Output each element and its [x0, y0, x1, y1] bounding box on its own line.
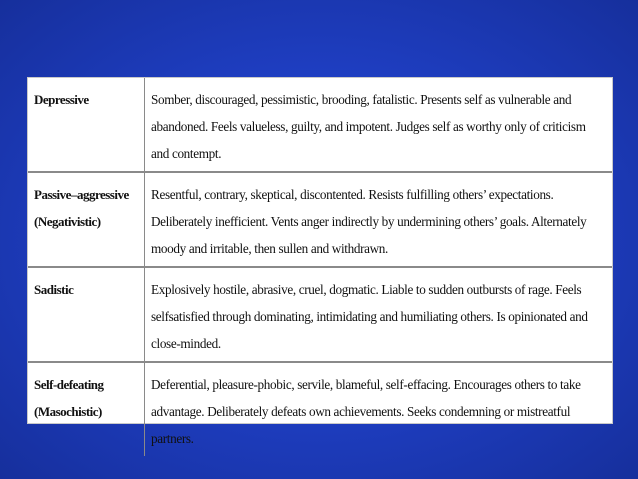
description-text: Deferential, pleasure-phobic, servile, blameful, self-effacing. Encourages others to take advantage. Deliberately defeats own achievements. Seeks condemning or mistreatful partners. [151, 377, 581, 446]
description-text: Somber, discouraged, pessimistic, brooding, fatalistic. Presents self as vulnerable and abandoned. Feels valueless, guilty, and impotent. Judges self as worthy only of criticism and contempt. [151, 92, 586, 161]
description-cell [145, 267, 613, 362]
term-cell [28, 267, 145, 362]
term-cell [28, 362, 145, 456]
personality-traits-table-container [27, 77, 613, 446]
term-cell [28, 78, 145, 172]
term-sublabel: (Negativistic) [34, 214, 101, 229]
term-sublabel: (Masochistic) [34, 404, 102, 419]
description-cell [145, 78, 613, 172]
term-cell [28, 172, 145, 267]
term-label: Passive–aggressive [34, 187, 129, 202]
table-row [28, 362, 612, 456]
personality-traits-table [28, 78, 612, 456]
description-text: Explosively hostile, abrasive, cruel, dogmatic. Liable to sudden outbursts of rage. Feels selfsatisfied through dominating, intimidating and humiliating others. Is opinionated and close-minded. [151, 282, 588, 351]
table-row [28, 172, 612, 267]
term-label: Sadistic [34, 282, 74, 297]
description-cell [145, 172, 613, 267]
description-text: Resentful, contrary, skeptical, discontented. Resists fulfilling others’ expectations. Deliberately inefficient. Vents anger indirectly by undermining others’ goals. Alternately moody and irritable, then sullen and withdrawn. [151, 187, 587, 256]
term-label: Depressive [34, 92, 89, 107]
table-row [28, 267, 612, 362]
table-row [28, 78, 612, 172]
description-cell [145, 362, 613, 456]
term-label: Self-defeating [34, 377, 104, 392]
